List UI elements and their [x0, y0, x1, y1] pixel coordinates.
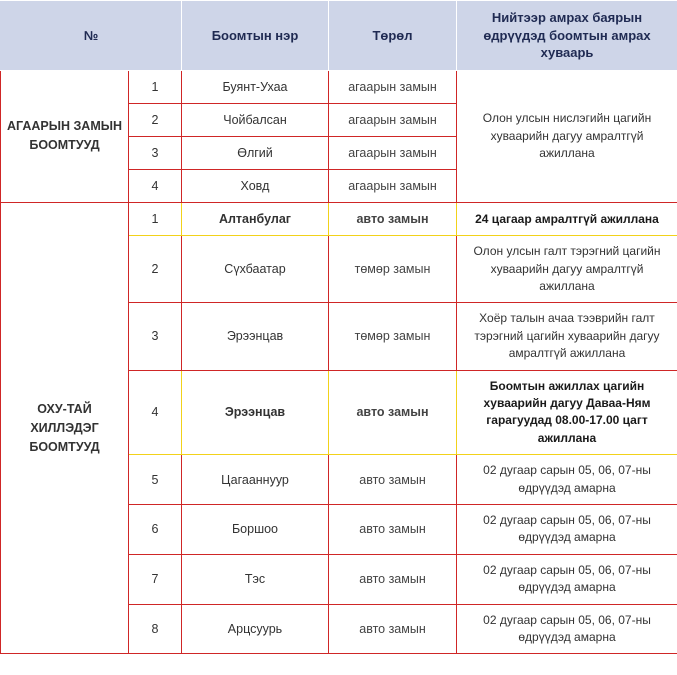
holiday-note: Хоёр талын ачаа тээврийн галт тэрэгний цагийн хуваарийн дагуу амралтгүй ажиллана [457, 303, 677, 370]
port-name: Сүхбаатар [182, 236, 329, 303]
holiday-note: Боомтын ажиллах цагийн хуваарийн дагуу Даваа-Ням гарагуудад 08.00-17.00 цагт ажиллана [457, 370, 677, 455]
port-type: авто замын [329, 554, 457, 604]
row-number: 4 [129, 170, 182, 203]
port-name: Эрээнцав [182, 370, 329, 455]
port-type: авто замын [329, 504, 457, 554]
header-row [1, 1, 677, 71]
holiday-note: Олон улсын галт тэрэгний цагийн хуваарийн дагуу амралтгүй ажиллана [457, 236, 677, 303]
row-number: 8 [129, 604, 182, 654]
port-name: Эрээнцав [182, 303, 329, 370]
holiday-note: 02 дугаар сарын 05, 06, 07-ны өдрүүдэд амарна [457, 554, 677, 604]
port-type: агаарын замын [329, 170, 457, 203]
group-label-air: АГААРЫН ЗАМЫН БООМТУУД [1, 70, 129, 203]
table-row [1, 203, 677, 236]
holiday-note: 02 дугаар сарын 05, 06, 07-ны өдрүүдэд амарна [457, 604, 677, 654]
row-number: 3 [129, 136, 182, 169]
row-number: 1 [129, 203, 182, 236]
port-name: Боршоо [182, 504, 329, 554]
port-type: авто замын [329, 203, 457, 236]
table-header [1, 1, 677, 71]
port-name: Тэс [182, 554, 329, 604]
port-type: авто замын [329, 604, 457, 654]
row-number: 7 [129, 554, 182, 604]
port-name: Буянт-Ухаа [182, 70, 329, 103]
holiday-note-air: Олон улсын нислэгийн цагийн хуваарийн дагуу амралтгүй ажиллана [457, 70, 677, 203]
port-type: агаарын замын [329, 103, 457, 136]
holiday-note: 02 дугаар сарын 05, 06, 07-ны өдрүүдэд амарна [457, 455, 677, 505]
holiday-note: 24 цагаар амралтгүй ажиллана [457, 203, 677, 236]
row-number: 2 [129, 103, 182, 136]
port-type: авто замын [329, 370, 457, 455]
row-number: 1 [129, 70, 182, 103]
row-number: 2 [129, 236, 182, 303]
table-body [1, 70, 677, 654]
row-number: 4 [129, 370, 182, 455]
holiday-note: 02 дугаар сарын 05, 06, 07-ны өдрүүдэд амарна [457, 504, 677, 554]
column-header-port-name: Боомтын нэр [182, 1, 329, 71]
port-type: агаарын замын [329, 70, 457, 103]
port-name: Өлгий [182, 136, 329, 169]
row-number: 5 [129, 455, 182, 505]
port-name: Цагааннуур [182, 455, 329, 505]
port-name: Арцсуурь [182, 604, 329, 654]
column-header-type: Төрөл [329, 1, 457, 71]
port-name: Ховд [182, 170, 329, 203]
table-row [1, 70, 677, 103]
port-type: агаарын замын [329, 136, 457, 169]
row-number: 6 [129, 504, 182, 554]
port-name: Алтанбулаг [182, 203, 329, 236]
port-type: төмөр замын [329, 236, 457, 303]
row-number: 3 [129, 303, 182, 370]
column-header-holiday-schedule: Нийтээр амрах баярын өдрүүдэд боомтын амрах хуваарь [457, 1, 677, 71]
group-label-russia: ОХУ-ТАЙ ХИЛЛЭДЭГ БООМТУУД [1, 203, 129, 654]
port-type: авто замын [329, 455, 457, 505]
column-header-number: № [1, 1, 182, 71]
port-name: Чойбалсан [182, 103, 329, 136]
port-type: төмөр замын [329, 303, 457, 370]
